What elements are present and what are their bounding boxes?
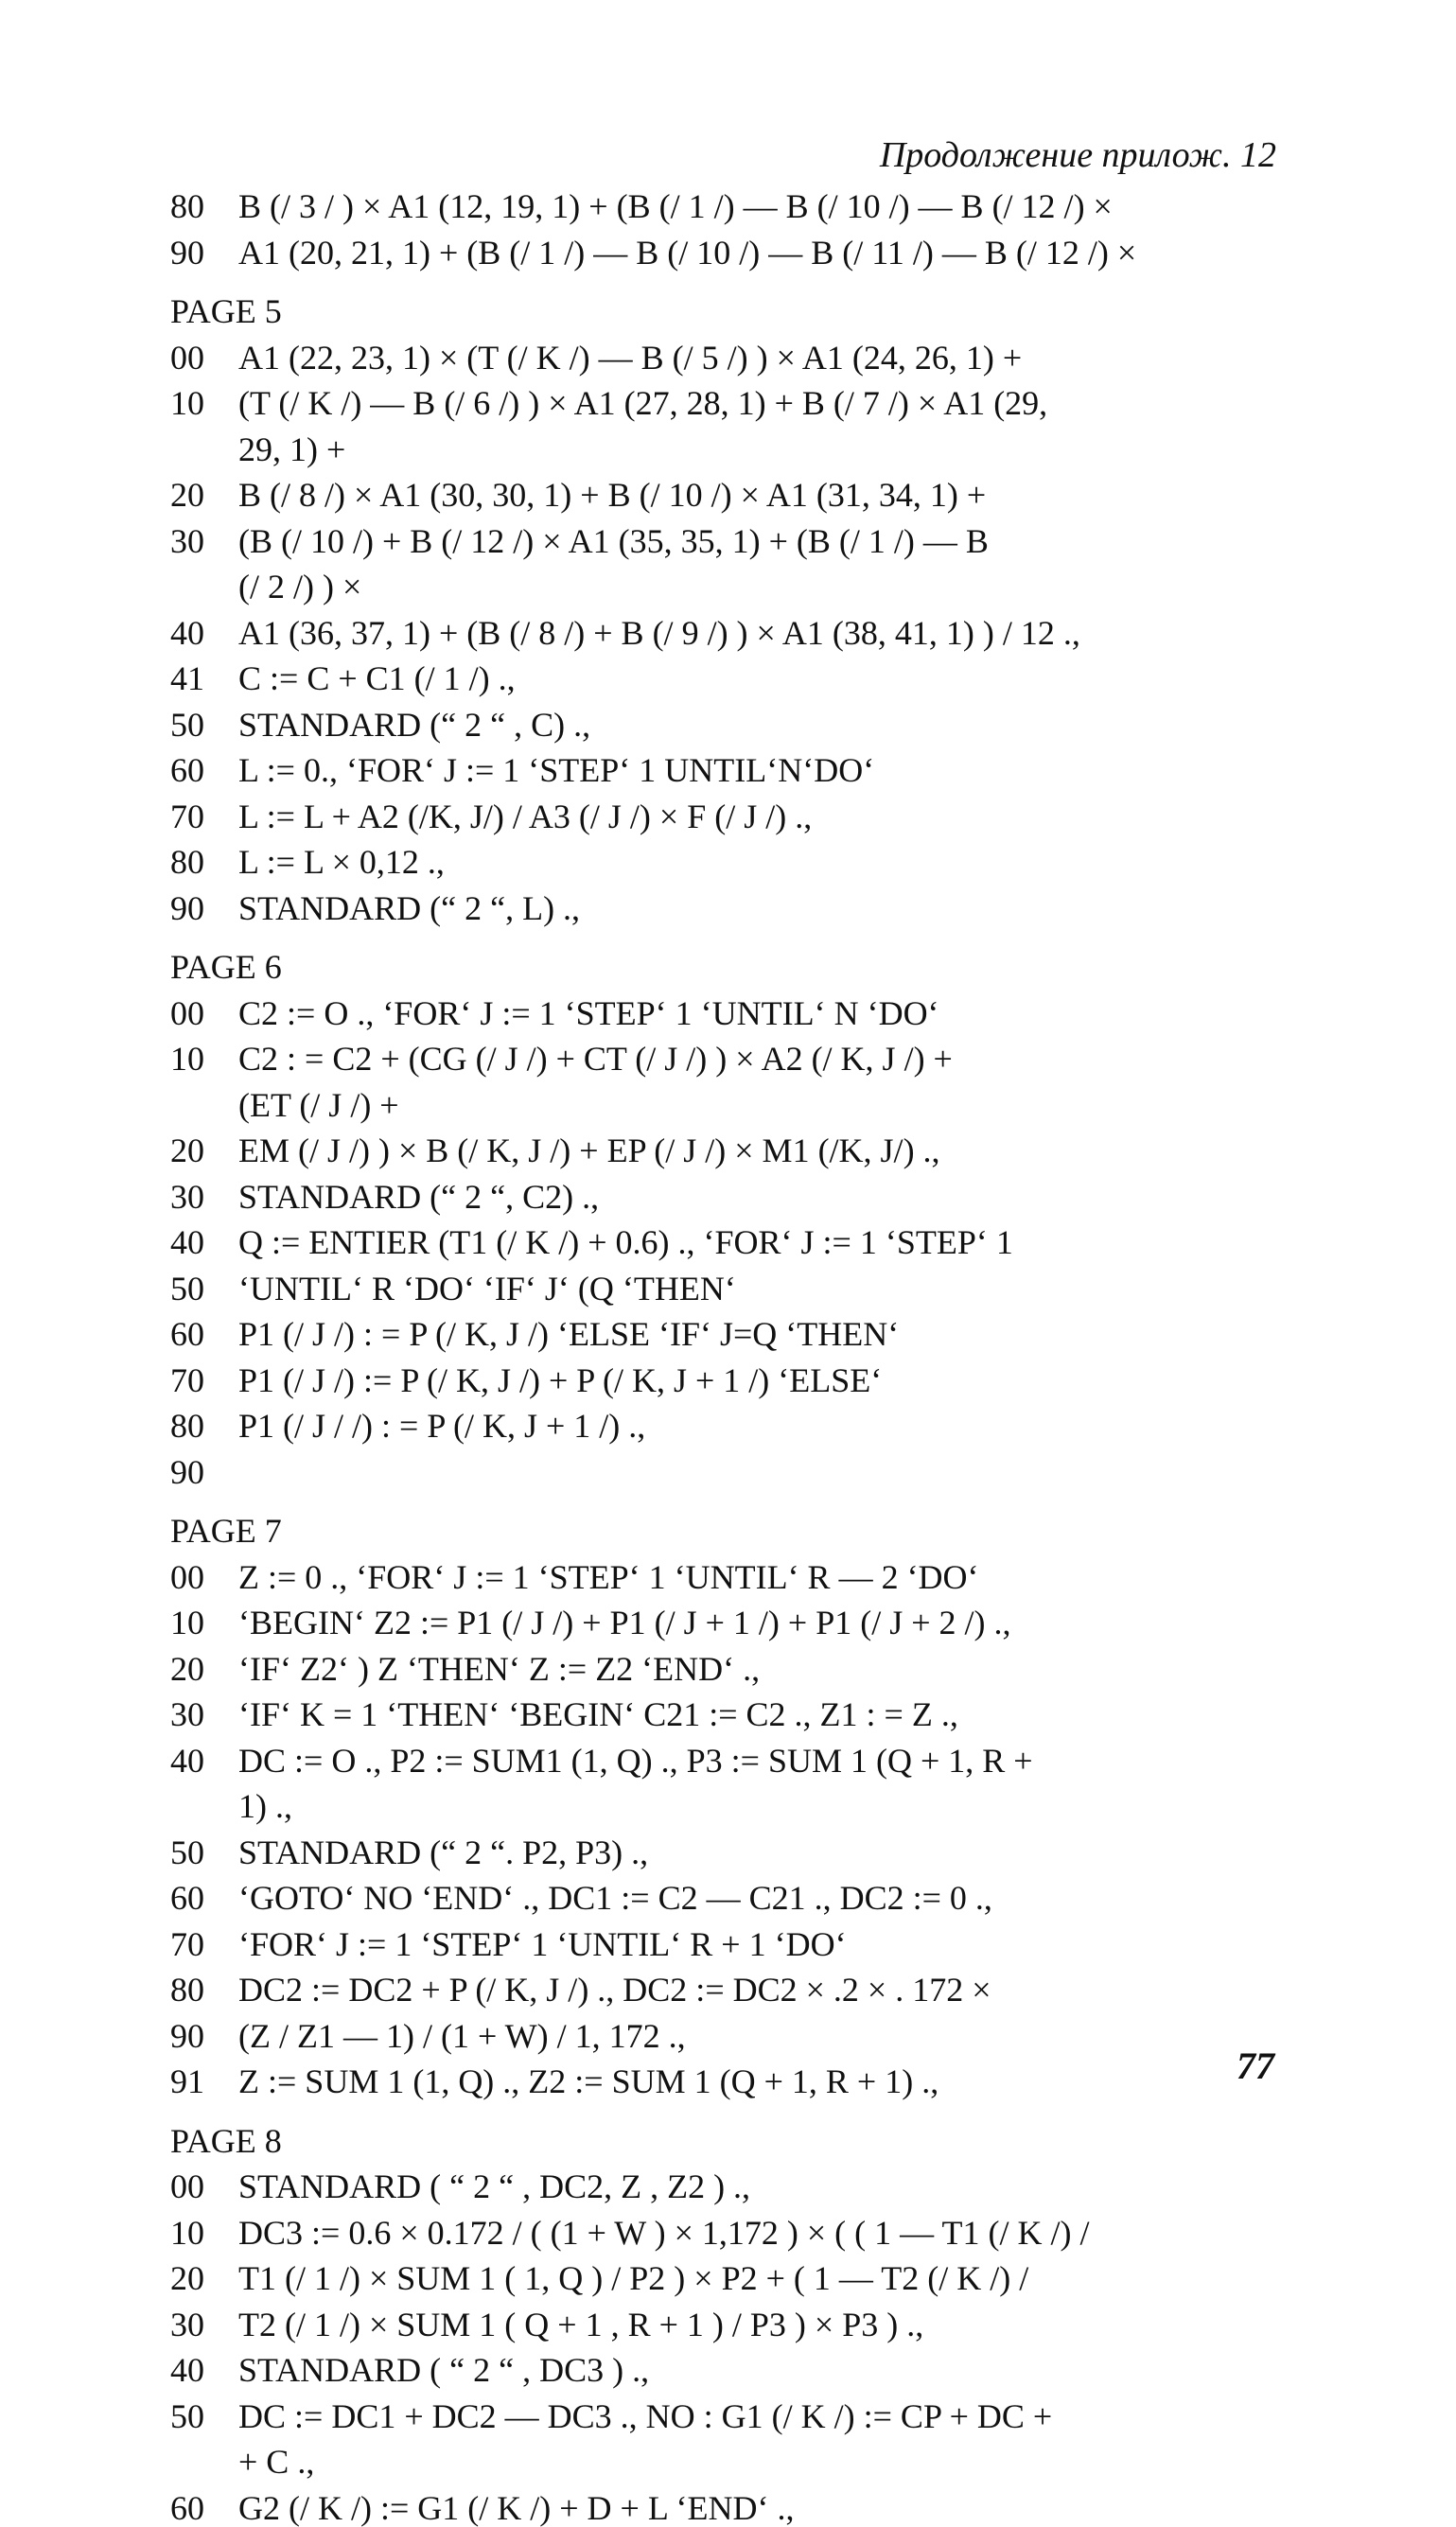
line-code: DC3 := 0.6 × 0.172 / ( (1 + W ) × 1,172 ) × ( ( 1 — T1 (/ K /) /	[238, 2213, 1090, 2252]
line-number: 40	[170, 1223, 204, 1261]
line-number: 00	[170, 1557, 204, 1596]
line-number: 41	[170, 659, 204, 697]
line-code: B (/ 8 /) × A1 (30, 30, 1) + B (/ 10 /) × A1 (31, 34, 1) +	[238, 476, 987, 514]
code-line	[170, 1924, 847, 1963]
line-number: 60	[170, 751, 204, 789]
line-number: 50	[170, 1833, 204, 1871]
line-number: 10	[170, 1604, 204, 1641]
code-line-continuation	[170, 432, 345, 466]
line-code: Z := SUM 1 (1, Q) ., Z2 := SUM 1 (Q + 1, R + 1) .,	[238, 2062, 939, 2100]
line-number: 70	[170, 797, 204, 835]
page-number: 77	[1237, 2044, 1274, 2087]
code-line	[170, 1557, 979, 1596]
line-number: 30	[170, 1177, 204, 1216]
line-number: 80	[170, 1971, 204, 2009]
code-line	[170, 1409, 645, 1443]
line-number: 20	[170, 2259, 204, 2297]
line-number: 60	[170, 1315, 204, 1353]
line-number: 90	[170, 233, 204, 272]
code-line	[170, 1133, 940, 1167]
line-code: (B (/ 10 /) + B (/ 12 /) × A1 (35, 35, 1) + (B (/ 1 /) — B	[238, 521, 989, 560]
code-line	[170, 233, 1137, 272]
line-number: 10	[170, 2213, 204, 2252]
code-line	[170, 1225, 1013, 1259]
line-code: ‘BEGIN‘ Z2 := P1 (/ J /) + P1 (/ J + 1 /) + P1 (/ J + 2 /) .,	[238, 1604, 1011, 1641]
page-label: PAGE 8	[170, 2121, 282, 2160]
line-number: 70	[170, 1360, 204, 1399]
code-line	[170, 1649, 761, 1688]
line-code: T2 (/ 1 /) × SUM 1 ( Q + 1 , R + 1 ) / P3 ) × P3 ) .,	[238, 2305, 924, 2343]
code-line	[170, 478, 986, 512]
line-number: 00	[170, 2167, 204, 2205]
code-line	[170, 661, 516, 695]
line-code: ‘UNTIL‘ R ‘DO‘ ‘IF‘ J‘ (Q ‘THEN‘	[238, 1269, 736, 1307]
running-title: Продолжение прилож. 12	[879, 135, 1276, 175]
line-code: (ET (/ J /) +	[238, 1085, 399, 1124]
line-number: 90	[170, 2016, 204, 2055]
code-line	[170, 1606, 1011, 1640]
line-code: (Z / Z1 — 1) / (1 + W) / 1, 172 .,	[238, 2016, 686, 2055]
line-number: 91	[170, 2062, 204, 2100]
code-line	[170, 1269, 736, 1307]
line-code: ‘FOR‘ J := 1 ‘STEP‘ 1 ‘UNTIL‘ R + 1 ‘DO‘	[238, 1924, 847, 1963]
line-code: G2 (/ K /) := G1 (/ K /) + D + L ‘END‘ .,	[238, 2488, 795, 2527]
line-code: A1 (20, 21, 1) + (B (/ 1 /) — B (/ 10 /) — B (/ 11 /) — B (/ 12 /) ×	[238, 233, 1137, 272]
line-number: 40	[170, 1741, 204, 1780]
line-number: 60	[170, 2488, 204, 2527]
line-number: 50	[170, 2396, 204, 2435]
code-line	[170, 705, 591, 744]
line-code: (/ 2 /) ) ×	[238, 568, 362, 605]
code-line	[170, 2016, 686, 2055]
line-code: Q := ENTIER (T1 (/ K /) + 0.6) ., ‘FOR‘ J := 1 ‘STEP‘ 1	[238, 1223, 1013, 1261]
line-code: ‘IF‘ Z2‘ ) Z ‘THEN‘ Z := Z2 ‘END‘ .,	[238, 1649, 761, 1688]
line-code: P1 (/ J / /) : = P (/ K, J + 1 /) .,	[238, 1407, 646, 1445]
line-code: DC := O ., P2 := SUM1 (1, Q) ., P3 := SUM 1 (Q + 1, R +	[238, 1741, 1033, 1780]
line-number: 50	[170, 1269, 204, 1307]
line-number: 20	[170, 1132, 204, 1169]
code-line	[170, 2396, 1053, 2435]
line-code: P1 (/ J /) : = P (/ K, J /) ‘ELSE ‘IF‘ J=Q ‘THEN‘	[238, 1315, 900, 1353]
line-code: STANDARD (“ 2 “, L) .,	[238, 888, 581, 927]
line-code: Z := 0 ., ‘FOR‘ J := 1 ‘STEP‘ 1 ‘UNTIL‘ R — 2 ‘DO‘	[238, 1557, 979, 1596]
code-line	[170, 386, 1047, 420]
page-label: PAGE 7	[170, 1512, 282, 1550]
line-number: 90	[170, 1452, 204, 1491]
line-code: ‘GOTO‘ NO ‘END‘ ., DC1 := C2 — C21 ., DC2 := 0 .,	[238, 1879, 992, 1917]
code-line	[170, 1317, 899, 1351]
line-code: STANDARD ( “ 2 “ , DC2, Z , Z2 ) .,	[238, 2167, 751, 2205]
line-code: 1) .,	[238, 1787, 292, 1825]
line-number: 30	[170, 2305, 204, 2343]
code-line	[170, 1697, 958, 1731]
page-label: PAGE 5	[170, 292, 282, 330]
line-code: A1 (22, 23, 1) × (T (/ K /) — B (/ 5 /) ) × A1 (24, 26, 1) +	[238, 338, 1023, 377]
line-number: 70	[170, 1924, 204, 1963]
code-line	[170, 888, 581, 927]
code-line	[170, 1741, 1033, 1780]
code-line	[170, 521, 989, 560]
line-number: 10	[170, 1040, 204, 1078]
line-code: STANDARD (“ 2 “, C2) .,	[238, 1177, 600, 1216]
line-number: 80	[170, 843, 204, 881]
line-code: C2 := O ., ‘FOR‘ J := 1 ‘STEP‘ 1 ‘UNTIL‘ N ‘DO‘	[238, 993, 939, 1032]
line-number: 90	[170, 888, 204, 927]
line-code: B (/ 3 / ) × A1 (12, 19, 1) + (B (/ 1 /) — B (/ 10 /) — B (/ 12 /) ×	[238, 187, 1113, 225]
code-line	[170, 2064, 939, 2098]
code-line-continuation	[170, 1789, 292, 1823]
code-line	[170, 2353, 649, 2387]
code-line	[170, 753, 874, 787]
code-line	[170, 189, 1113, 223]
line-code: L := L × 0,12 .,	[238, 843, 445, 881]
line-number: 00	[170, 338, 204, 377]
line-code: STANDARD ( “ 2 “ , DC3 ) .,	[238, 2351, 650, 2389]
code-line-continuation	[170, 1085, 399, 1124]
page-label: PAGE 6	[170, 948, 282, 986]
code-line	[170, 338, 1023, 377]
line-code: STANDARD (“ 2 “ , C) .,	[238, 705, 591, 744]
line-code: DC := DC1 + DC2 — DC3 ., NO : G1 (/ K /) := CP + DC +	[238, 2396, 1053, 2435]
code-line	[170, 2488, 795, 2527]
line-number: 20	[170, 476, 204, 514]
code-line	[170, 1042, 953, 1076]
line-number: 60	[170, 1879, 204, 1917]
line-code: EM (/ J /) ) × B (/ K, J /) + EP (/ J /) × M1 (/K, J/) .,	[238, 1132, 940, 1169]
line-code: L := L + A2 (/K, J/) / A3 (/ J /) × F (/ J /) .,	[238, 797, 813, 835]
code-line	[170, 2261, 1028, 2295]
line-number: 20	[170, 1649, 204, 1688]
line-number: 00	[170, 993, 204, 1032]
line-code: + C .,	[238, 2443, 315, 2481]
line-number: 80	[170, 187, 204, 225]
line-number: 30	[170, 521, 204, 560]
code-line	[170, 2169, 750, 2203]
line-code: ‘IF‘ K = 1 ‘THEN‘ ‘BEGIN‘ C21 := C2 ., Z1 : = Z .,	[238, 1695, 958, 1733]
code-line	[170, 1835, 648, 1869]
line-number: 40	[170, 613, 204, 652]
line-code: A1 (36, 37, 1) + (B (/ 8 /) + B (/ 9 /) ) × A1 (38, 41, 1) ) / 12 .,	[238, 613, 1080, 652]
line-code: 29, 1) +	[238, 430, 346, 468]
line-code: DC2 := DC2 + P (/ K, J /) ., DC2 := DC2 × .2 × . 172 ×	[238, 1971, 991, 2009]
code-line	[170, 613, 1080, 652]
code-line	[170, 799, 812, 834]
line-code: T1 (/ 1 /) × SUM 1 ( 1, Q ) / P2 ) × P2 + ( 1 — T2 (/ K /) /	[238, 2259, 1029, 2297]
code-line	[170, 2213, 1090, 2252]
line-number: 40	[170, 2351, 204, 2389]
line-number: 80	[170, 1407, 204, 1445]
line-code: (T (/ K /) — B (/ 6 /) ) × A1 (27, 28, 1) + B (/ 7 /) × A1 (29,	[238, 384, 1048, 422]
code-line	[170, 1177, 600, 1216]
code-line-continuation	[170, 2445, 314, 2479]
code-line	[170, 845, 445, 879]
line-code: C2 : = C2 + (CG (/ J /) + CT (/ J /) ) × A2 (/ K, J /) +	[238, 1040, 953, 1078]
code-line	[170, 1973, 991, 2007]
code-line	[170, 1452, 238, 1491]
line-code: STANDARD (“ 2 “. P2, P3) .,	[238, 1833, 649, 1871]
line-code: C := C + C1 (/ 1 /) .,	[238, 659, 516, 697]
code-line	[170, 1881, 992, 1915]
line-number: 30	[170, 1695, 204, 1733]
code-line	[170, 2305, 924, 2343]
line-code: L := 0., ‘FOR‘ J := 1 ‘STEP‘ 1 UNTIL‘N‘DO‘	[238, 751, 875, 789]
line-number: 10	[170, 384, 204, 422]
line-code: P1 (/ J /) := P (/ K, J /) + P (/ K, J + 1 /) ‘ELSE‘	[238, 1360, 883, 1399]
code-line-continuation	[170, 570, 361, 604]
line-number: 50	[170, 705, 204, 744]
code-line	[170, 993, 939, 1032]
code-line	[170, 1360, 883, 1399]
